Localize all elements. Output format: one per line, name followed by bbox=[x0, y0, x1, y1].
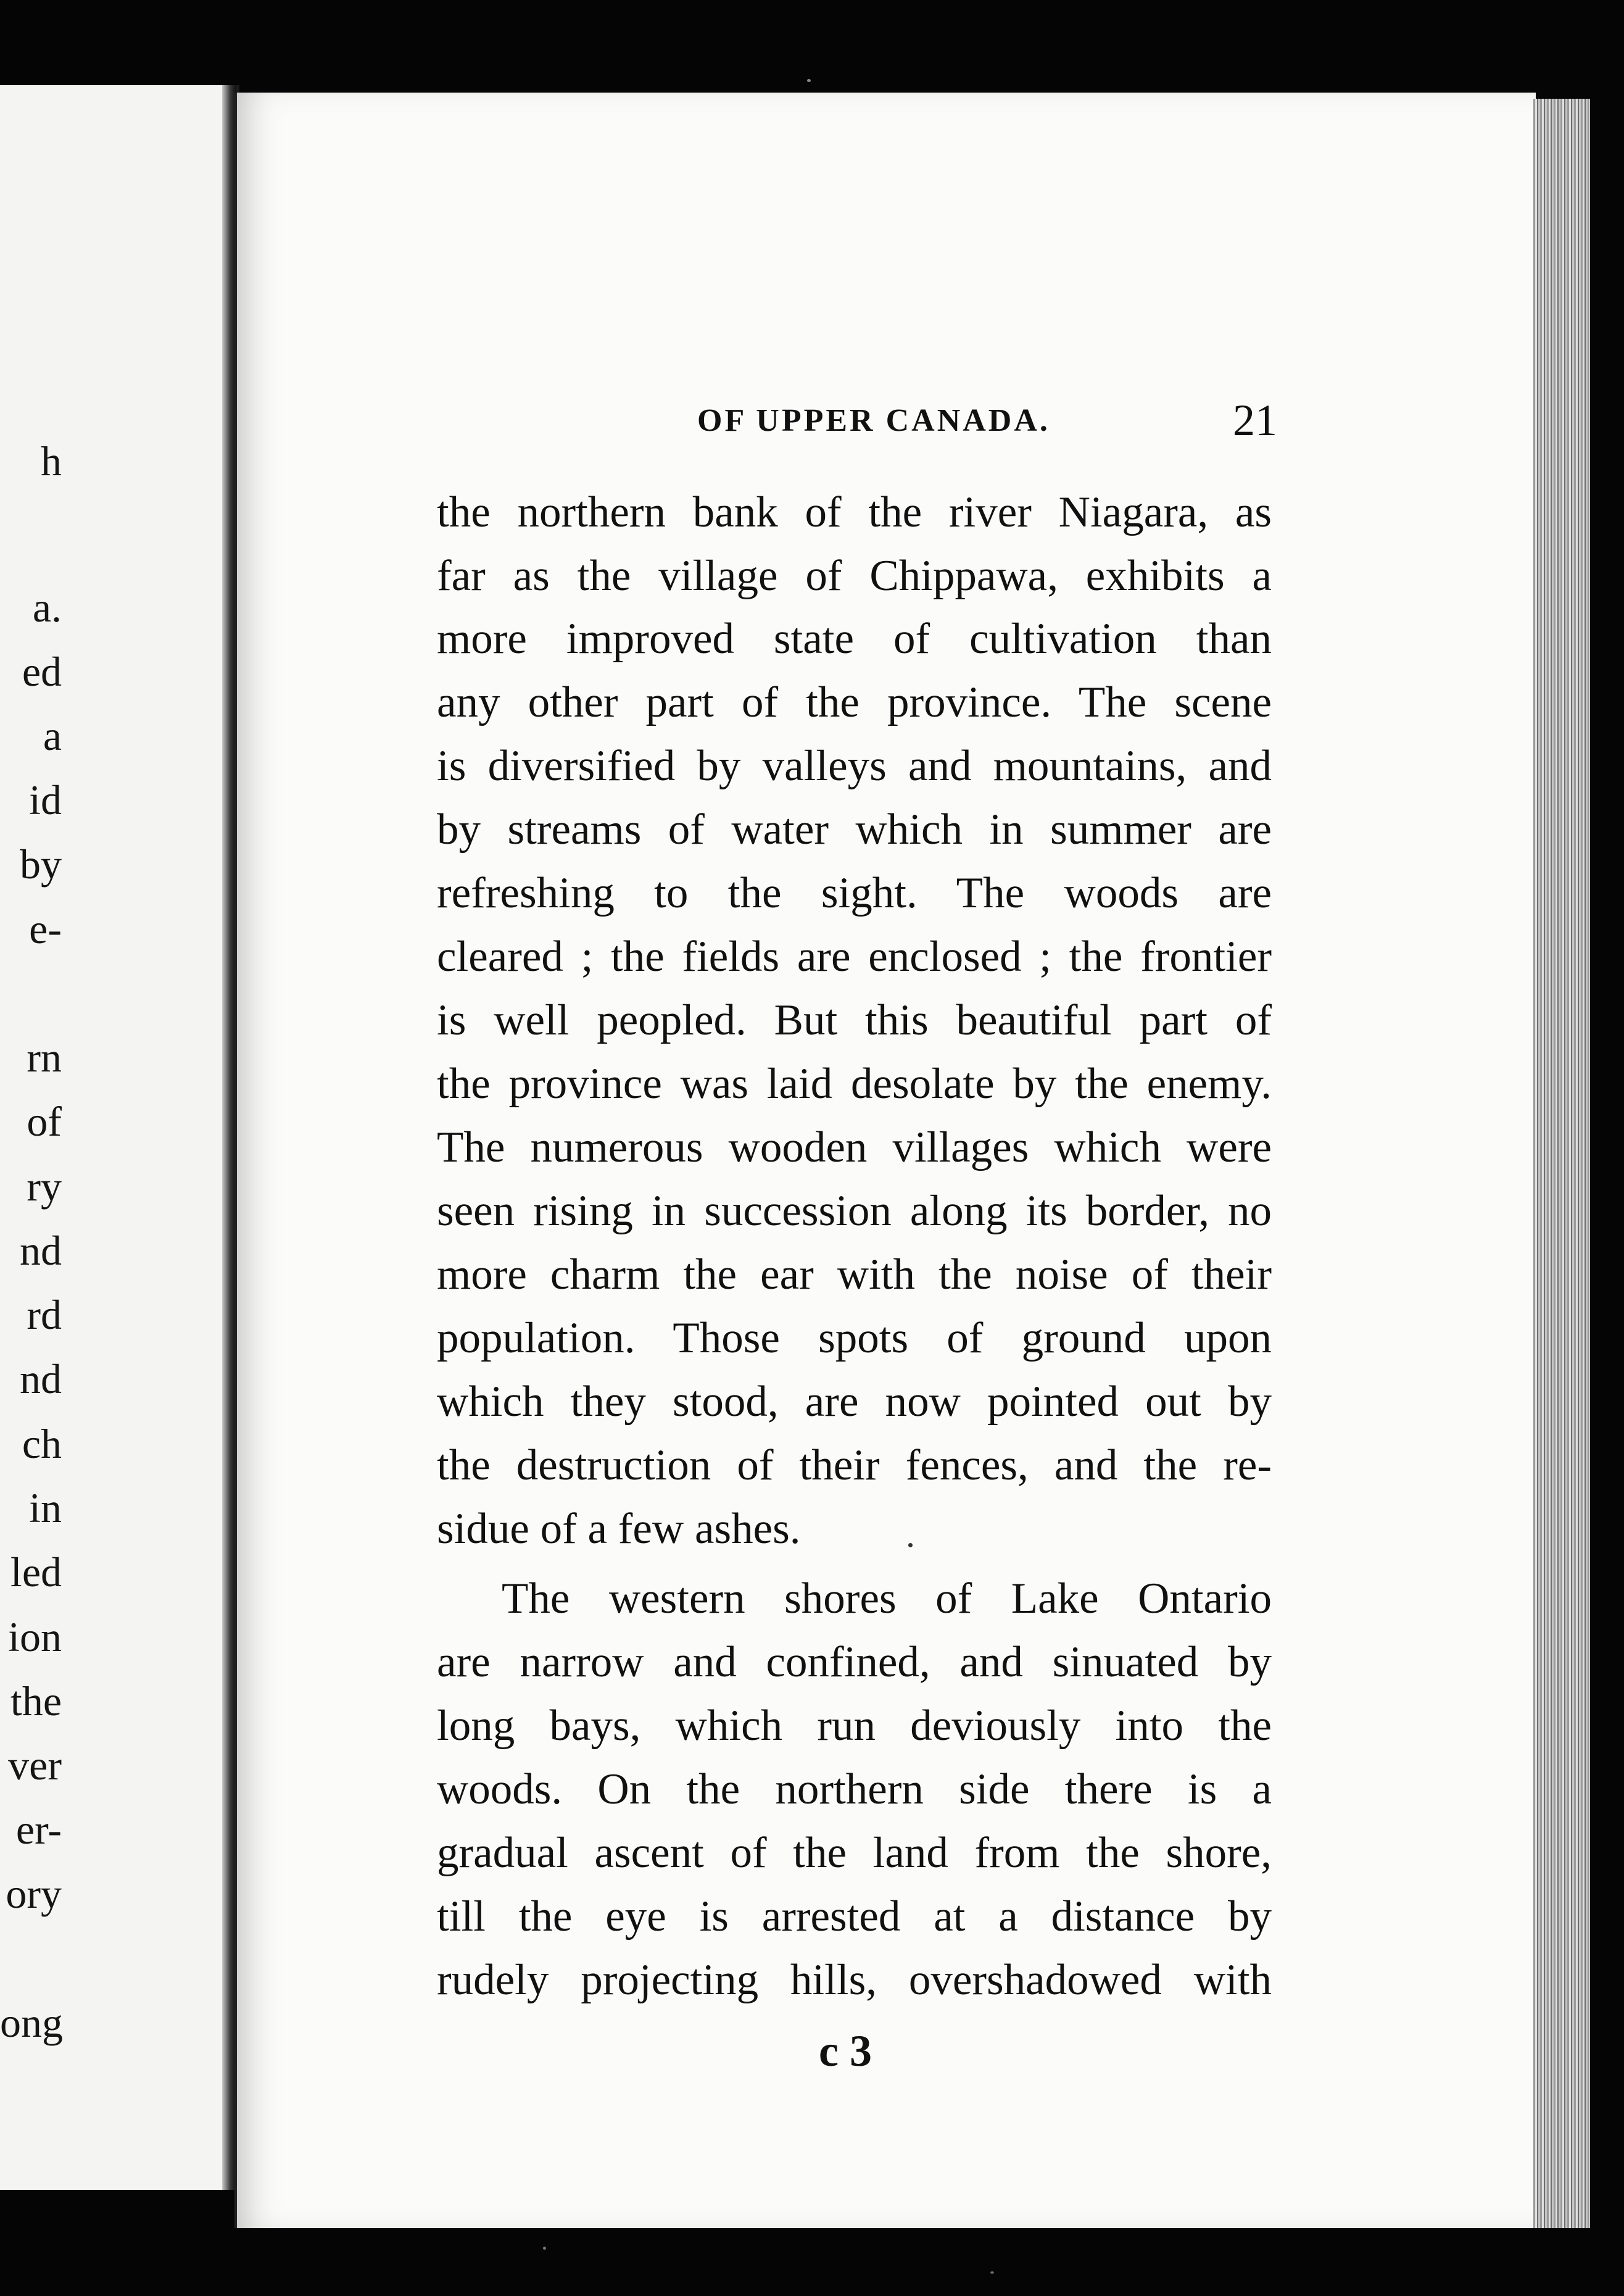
text-line: population. Those spots of ground upon bbox=[437, 1314, 1272, 1362]
left-line-fragment: rn bbox=[27, 1034, 62, 1081]
text-line: seen rising in succession along its border, no bbox=[437, 1187, 1272, 1235]
text-line: till the eye is arrested at a distance by bbox=[437, 1892, 1272, 1940]
left-line-fragment: the bbox=[10, 1678, 62, 1724]
left-line-fragment: ch bbox=[22, 1420, 62, 1467]
text-line: sidue of a few ashes. bbox=[437, 1505, 801, 1553]
left-line-fragment: a. bbox=[32, 584, 62, 631]
left-line-fragment: by bbox=[20, 841, 62, 888]
left-line-fragment: ong bbox=[0, 1999, 63, 2046]
left-line-fragment: nd bbox=[20, 1227, 62, 1274]
dust-speck bbox=[990, 2271, 994, 2274]
left-line-fragment: er- bbox=[15, 1806, 62, 1853]
left-line-fragment: of bbox=[27, 1098, 62, 1145]
left-line-fragment: e- bbox=[29, 905, 62, 952]
dust-speck bbox=[807, 79, 811, 82]
left-line-fragment: ver bbox=[8, 1742, 62, 1789]
running-head: OF UPPER CANADA. bbox=[697, 403, 1050, 438]
dust-speck bbox=[543, 2247, 546, 2250]
text-line: The western shores of Lake Ontario bbox=[502, 1574, 1272, 1623]
text-line: more improved state of cultivation than bbox=[437, 615, 1272, 663]
text-line: refreshing to the sight. The woods are bbox=[437, 869, 1272, 917]
text-line: long bays, which run deviously into the bbox=[437, 1702, 1272, 1750]
left-line-fragment: nd bbox=[20, 1355, 62, 1402]
text-line: is well peopled. But this beautiful part of bbox=[437, 996, 1272, 1044]
left-line-fragment: ion bbox=[8, 1613, 62, 1660]
left-line-fragment: ed bbox=[22, 648, 62, 695]
text-line: gradual ascent of the land from the shore, bbox=[437, 1829, 1272, 1877]
text-line: is diversified by valleys and mountains, and bbox=[437, 742, 1272, 790]
text-line: far as the village of Chippawa, exhibits a bbox=[437, 552, 1272, 600]
previous-page bbox=[0, 85, 239, 2190]
left-line-fragment: a bbox=[43, 712, 62, 759]
left-line-fragment: h bbox=[41, 438, 62, 485]
text-line: cleared ; the fields are enclosed ; the frontier bbox=[437, 933, 1272, 981]
dust-speck bbox=[908, 1543, 913, 1547]
book-gutter bbox=[222, 85, 236, 2190]
text-line: the northern bank of the river Niagara, as bbox=[437, 488, 1272, 536]
text-line: the province was laid desolate by the enemy. bbox=[437, 1060, 1272, 1108]
text-line: by streams of water which in summer are bbox=[437, 805, 1272, 854]
text-line: which they stood, are now pointed out by bbox=[437, 1378, 1272, 1426]
left-line-fragment: in bbox=[29, 1484, 62, 1531]
page-edges bbox=[1533, 99, 1590, 2228]
text-line: any other part of the province. The scene bbox=[437, 678, 1272, 726]
left-line-fragment: ory bbox=[6, 1870, 62, 1917]
text-line: The numerous wooden villages which were bbox=[437, 1123, 1272, 1171]
text-line: rudely projecting hills, overshadowed with bbox=[437, 1956, 1272, 2004]
text-line: the destruction of their fences, and the re- bbox=[437, 1441, 1272, 1489]
text-line: woods. On the northern side there is a bbox=[437, 1765, 1272, 1813]
left-line-fragment: rd bbox=[27, 1291, 62, 1338]
text-line: are narrow and confined, and sinuated by bbox=[437, 1638, 1272, 1686]
left-line-fragment: led bbox=[10, 1549, 62, 1595]
text-line: more charm the ear with the noise of their bbox=[437, 1250, 1272, 1299]
page-number: 21 bbox=[1233, 396, 1277, 445]
signature-mark: c 3 bbox=[819, 2026, 872, 2076]
left-line-fragment: ry bbox=[27, 1163, 62, 1210]
left-line-fragment: id bbox=[29, 776, 62, 823]
